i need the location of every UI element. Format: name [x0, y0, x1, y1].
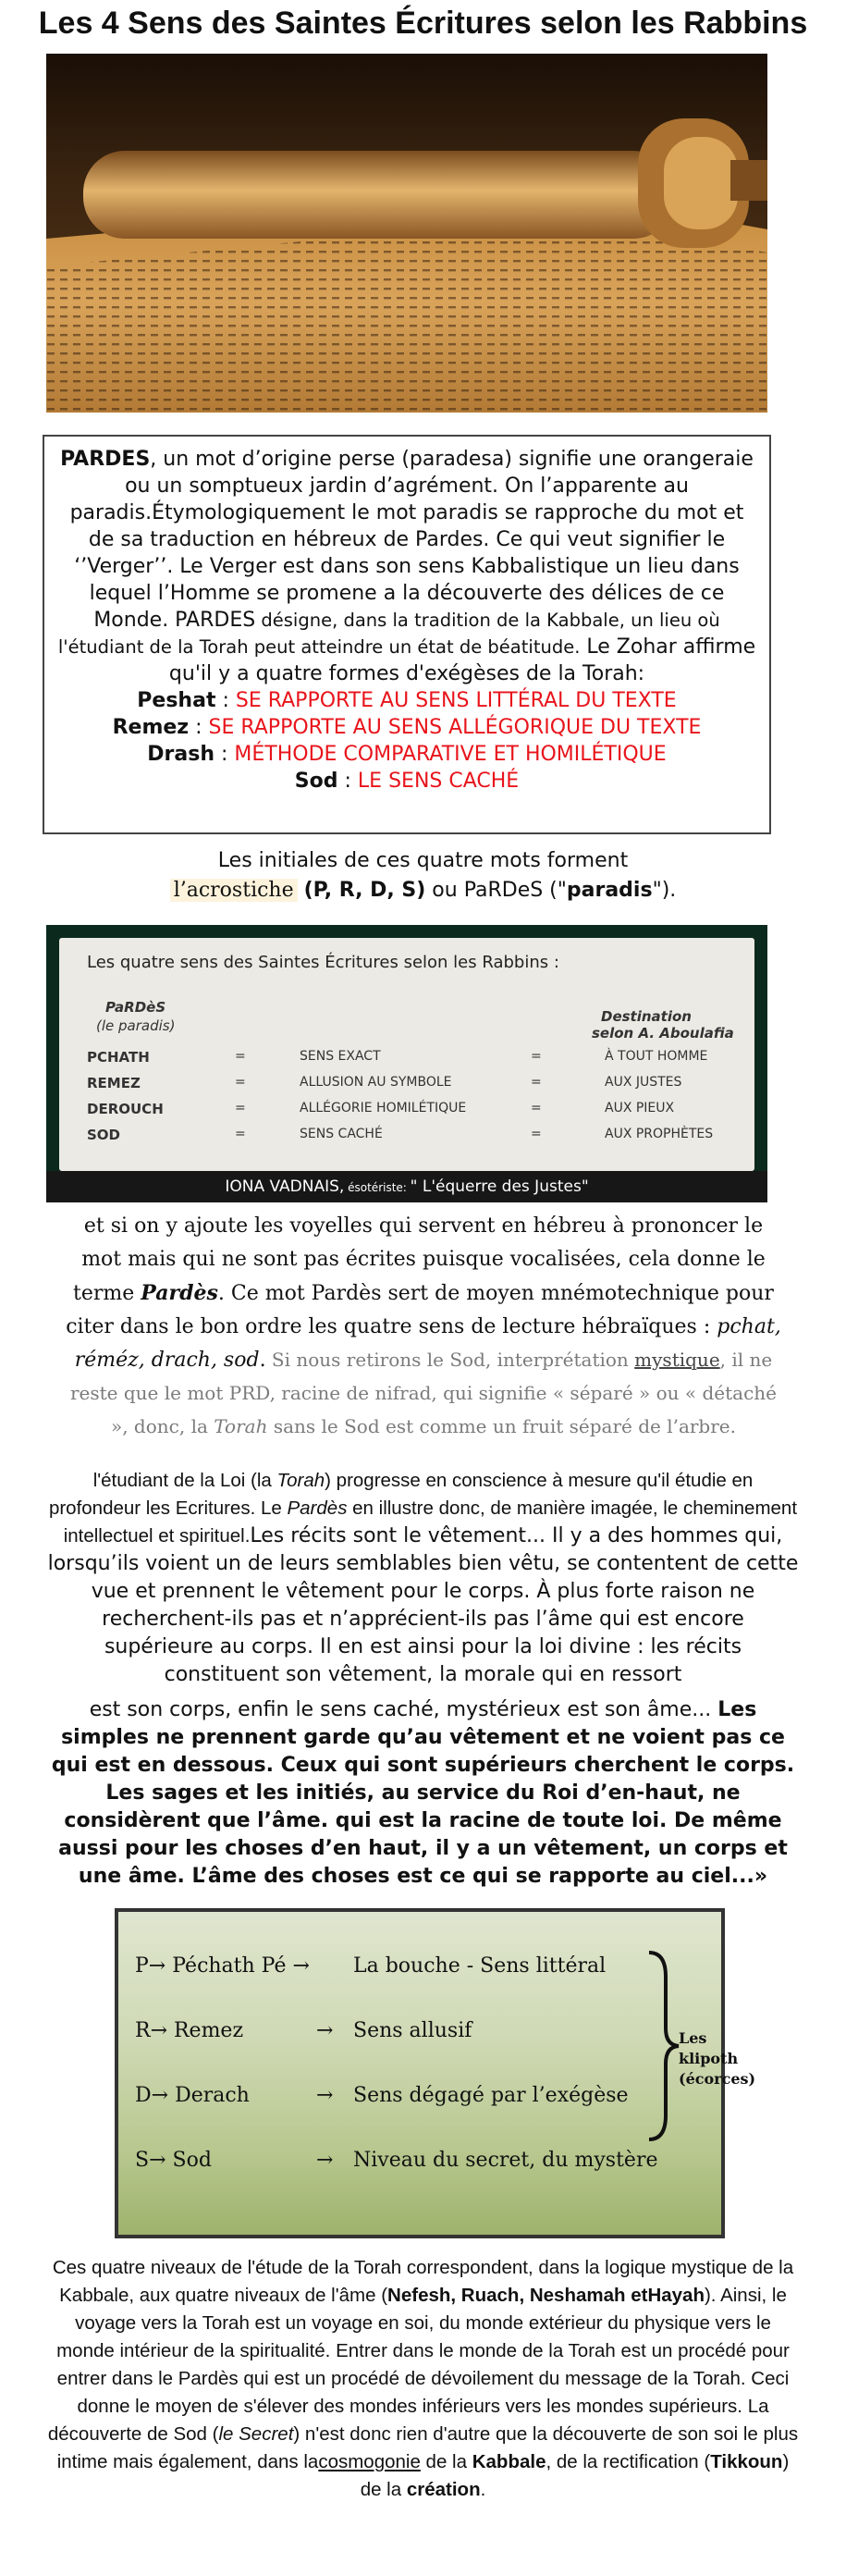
- table-col-destination-sub: selon A. Aboulafia: [592, 1025, 734, 1041]
- table-panel: [59, 938, 754, 1171]
- pardes-definition-box: PARDES, un mot d’origine perse (paradesa) signifie une orangeraie ou un somptueux jardin d’agrément. On l’apparente au paradis.Étymologiquement le mot paradis se rapproche du mot et de sa traduction en hébreux de Pardes. Ce qui veut signifier le ‘’Verger’’. Le Verger est dans son sens Kabbalistique un lieu dans lequel l’Homme se promene a la découverte des délices de ce Monde. PARDES désigne, dans la tradition de la Kabbale, un lieu où l'étudiant de la Torah peut atteindre un état de béatitude. Le Zohar affirme qu'il y a quatre formes d'exégèses de la Torah: Peshat : SE RAPPORTE AU SENS LITTÉRAL DU TEXTE Remez : SE RAPPORTE AU SENS ALLÉGORIQUE DU TEXTE Drash : MÉTHODE COMPARATIVE ET HOMILÉTIQUE Sod : LE SENS CACHÉ: [43, 435, 771, 834]
- row-sense: SENS EXACT: [300, 1049, 381, 1064]
- row-dest: AUX PIEUX: [605, 1101, 675, 1115]
- secret-italic: le Secret: [218, 2423, 294, 2445]
- sense-name-drash: Drash: [147, 743, 215, 766]
- row-dest: À TOUT HOMME: [605, 1049, 708, 1064]
- pardes-italic: Pardès: [287, 1498, 348, 1519]
- soul-intro: est son corps, enfin le sens caché, mystérieux est son âme...: [89, 1698, 718, 1721]
- row-dest: AUX PROPHÈTES: [605, 1127, 714, 1141]
- row-eq: =: [235, 1101, 246, 1115]
- torah-word: Torah: [276, 1470, 325, 1491]
- table-col-pardes-sub: (le paradis): [96, 1017, 176, 1034]
- reading-senses: pchat, réméz, drach, sod: [74, 1315, 781, 1372]
- sense-desc-peshat: SE RAPPORTE AU SENS LITTÉRAL DU TEXTE: [235, 689, 677, 712]
- table-photo-caption: [46, 1171, 767, 1202]
- table-row: [87, 1101, 734, 1125]
- table-row: [87, 1049, 734, 1073]
- klipoth-label-1: Les klipoth: [679, 2029, 739, 2067]
- pardes-kabbale-note: désigne, dans la tradition de la Kabbale, un lieu où l'étudiant de la Torah peut atteindre un état de béatitude.: [57, 610, 720, 658]
- row-eq2: =: [531, 1049, 542, 1064]
- table-row: [87, 1127, 734, 1151]
- initial-letters: (P, R, D, S): [303, 879, 426, 902]
- row-eq2: =: [531, 1075, 542, 1090]
- mystique-link[interactable]: mystique: [634, 1349, 720, 1371]
- soul-names: Nefesh, Ruach, Neshamah etHayah: [387, 2285, 705, 2306]
- pardes-definition: , un mot d’origine perse (paradesa) signifie une orangeraie ou un somptueux jardin d’agrément. On l’apparente au paradis.Étymologiquement le mot paradis se rapproche du mot et de sa traduction en hébreux de Pardes. Ce qui veut signifier le ‘’Verger’’. Le Verger est dans son sens Kabbalistique un lieu dans lequel l’Homme se promene a la découverte des délices de ce Monde. PARDES: [69, 448, 754, 632]
- sense-name-sod: Sod: [294, 770, 338, 793]
- table-col-destination: Destination: [601, 1008, 692, 1025]
- prds-right-text: Niveau du secret, du mystère: [353, 2149, 658, 2172]
- row-term: REMEZ: [87, 1075, 141, 1091]
- prds-arrow: →: [316, 2149, 334, 2172]
- initials-line1: Les initiales de ces quatre mots forment: [217, 849, 629, 872]
- row-eq2: =: [531, 1101, 542, 1115]
- torah-italic: Torah: [214, 1415, 268, 1437]
- sense-desc-sod: LE SENS CACHÉ: [357, 770, 520, 793]
- initials-paragraph: [0, 846, 846, 906]
- serif-a: et si on y ajoute les voyelles qui servent en hébreu à prononcer le mot mais qui ne sont pas écrites puisque vocalisées, cela donne le terme: [73, 1214, 766, 1305]
- creation-word: création: [406, 2479, 481, 2500]
- student-a: l'étudiant de la Loi (la: [92, 1470, 277, 1491]
- last-b: ). Ainsi, le voyage vers la Torah est un voyage en soi, du monde extérieur du physique vers le monde intérieur de la spiritualité. Entrer dans le monde de la Torah est un procédé pour entrer dans le Pardès qui est un procédé de dévoilement du message de la Torah. Ceci donne le moyen de s'élever des mondes inférieurs vers les mondes supérieurs. La découverte de Sod (: [47, 2285, 790, 2445]
- prds-right-text: La bouche - Sens littéral: [353, 1954, 607, 1978]
- prds-levels-image: [115, 1908, 756, 2238]
- sod-removal-a: Si nous retirons le Sod, interprétation: [265, 1349, 635, 1371]
- sod-removal-c: sans le Sod est comme un fruit séparé de l’arbre.: [267, 1415, 736, 1437]
- prds-right-text: Sens dégagé par l’exégèse: [353, 2084, 629, 2107]
- prds-left: S→ Sod: [135, 2149, 212, 2172]
- caption-quote: " L'équerre des Justes": [410, 1177, 589, 1196]
- klipoth-label-2: (écorces): [679, 2070, 756, 2088]
- row-term: PCHATH: [87, 1049, 150, 1066]
- pardes-table-photo: [46, 925, 767, 1202]
- page-title: Les 4 Sens des Saintes Écritures selon les Rabbins: [38, 6, 808, 41]
- last-c: ) n'est donc rien d'autre que la découverte de son soi le plus intime mais également, dans la: [56, 2423, 799, 2472]
- table-row: [87, 1075, 734, 1099]
- row-eq: =: [235, 1127, 246, 1141]
- serif-b: . Ce mot Pardès sert de moyen mnémotechnique pour citer dans le bon ordre les quatre sens de lecture hébraïques :: [66, 1282, 774, 1338]
- prds-arrow: →: [316, 2084, 334, 2107]
- last-e: , de la rectification (: [546, 2451, 711, 2472]
- last-f: ) de la: [360, 2451, 790, 2500]
- row-term: DEROUCH: [87, 1101, 164, 1117]
- cosmogonie-link[interactable]: cosmogonie: [318, 2451, 421, 2472]
- table-col-pardes: PaRDèS: [105, 999, 166, 1016]
- initials-end: ").: [652, 879, 677, 902]
- acrostiche-word: l’acrostiche: [170, 879, 298, 902]
- brace-icon: [645, 1949, 682, 2143]
- zohar-statement: Le Zohar affirme qu'il y a quatre formes d'exégèses de la Torah:: [168, 635, 756, 685]
- prds-arrow: →: [316, 2019, 334, 2042]
- row-dest: AUX JUSTES: [605, 1075, 682, 1090]
- student-b: ) progresse en conscience à mesure qu'il étudie en profondeur les Ecritures. Le: [48, 1470, 754, 1519]
- paradis-word: paradis: [566, 879, 653, 902]
- last-a: Ces quatre niveaux de l'étude de la Torah correspondent, dans la logique mystique de la Kabbale, aux quatre niveaux de l'âme (: [52, 2257, 794, 2306]
- prds-left: R→ Remez: [135, 2019, 244, 2042]
- serif-c: .: [259, 1349, 266, 1372]
- last-d: de la: [420, 2451, 472, 2472]
- student-c: en illustre donc, de manière imagée, le cheminement intellectuel et spirituel.: [63, 1498, 798, 1547]
- recits-vetement: Les récits sont le vêtement... Il y a des hommes qui, lorsqu’ils voient un de leurs semblables bien vêtu, se contentent de cette vue et prennent le vêtement pour le corps. À plus forte raison ne recherchent-ils pas et n’apprécient-ils pas l’âme qui est encore supérieure au corps. Il en est ainsi pour la loi divine : les récits constituent son vêtement, la morale qui en ressort: [47, 1524, 799, 1686]
- last-g: .: [480, 2479, 486, 2500]
- kabbale-word: Kabbale: [472, 2451, 546, 2472]
- torah-scroll-photo: [46, 54, 767, 413]
- klipoth-label: [679, 2028, 755, 2089]
- prds-left: P→ Péchath Pé →: [135, 1954, 310, 1978]
- pardes-term: Pardès: [141, 1281, 218, 1305]
- sense-desc-remez: SE RAPPORTE AU SENS ALLÉGORIQUE DU TEXTE: [208, 716, 702, 739]
- prds-left: D→ Derach: [135, 2084, 250, 2107]
- pardes-word: PARDES: [60, 448, 151, 471]
- row-term: SOD: [87, 1127, 121, 1143]
- row-sense: SENS CACHÉ: [300, 1127, 383, 1141]
- tikkoun-word: Tikkoun: [710, 2451, 783, 2472]
- sense-name-remez: Remez: [112, 716, 190, 739]
- student-paragraph: [46, 1467, 800, 1689]
- soul-levels-paragraph: [46, 2254, 800, 2504]
- sense-name-peshat: Peshat: [137, 689, 216, 712]
- row-eq: =: [235, 1049, 246, 1064]
- sense-desc-drash: MÉTHODE COMPARATIVE ET HOMILÉTIQUE: [234, 743, 667, 766]
- row-sense: ALLÉGORIE HOMILÉTIQUE: [300, 1101, 467, 1115]
- row-sense: ALLUSION AU SYMBOLE: [300, 1075, 452, 1090]
- sod-removal-b: , il ne reste que le mot PRD, racine de nifrad, qui signifie « séparé » ou « détaché », donc, la: [69, 1349, 777, 1437]
- prds-right-text: Sens allusif: [353, 2019, 472, 2042]
- prds-image-face: [118, 1912, 721, 2235]
- table-heading: Les quatre sens des Saintes Écritures selon les Rabbins :: [87, 953, 559, 972]
- soul-bold-quote: Les simples ne prennent garde qu’au vêtement et ne voient pas ce qui est en dessous. Ceux qui sont supérieurs cherchent le corps. Les sages et les initiés, au service du Roi d’en-haut, ne considèrent que l’âme. qui est la racine de toute loi. De même aussi pour les choses d’en haut, il y a un vêtement, un corps et une âme. L’âme des choses est ce qui se rapporte au ciel...: [51, 1698, 795, 1888]
- closing-quote-mark: »: [754, 1865, 768, 1888]
- zohar-quotation: [46, 1467, 800, 1891]
- caption-small: ésotériste:: [344, 1181, 411, 1194]
- row-eq: =: [235, 1075, 246, 1090]
- initials-mid: ou PaRDeS (": [425, 879, 567, 902]
- pardes-mnemonic-paragraph: [63, 1210, 784, 1444]
- row-eq2: =: [531, 1127, 542, 1141]
- caption-name: IONA VADNAIS,: [225, 1177, 345, 1196]
- soul-paragraph: [46, 1696, 800, 1891]
